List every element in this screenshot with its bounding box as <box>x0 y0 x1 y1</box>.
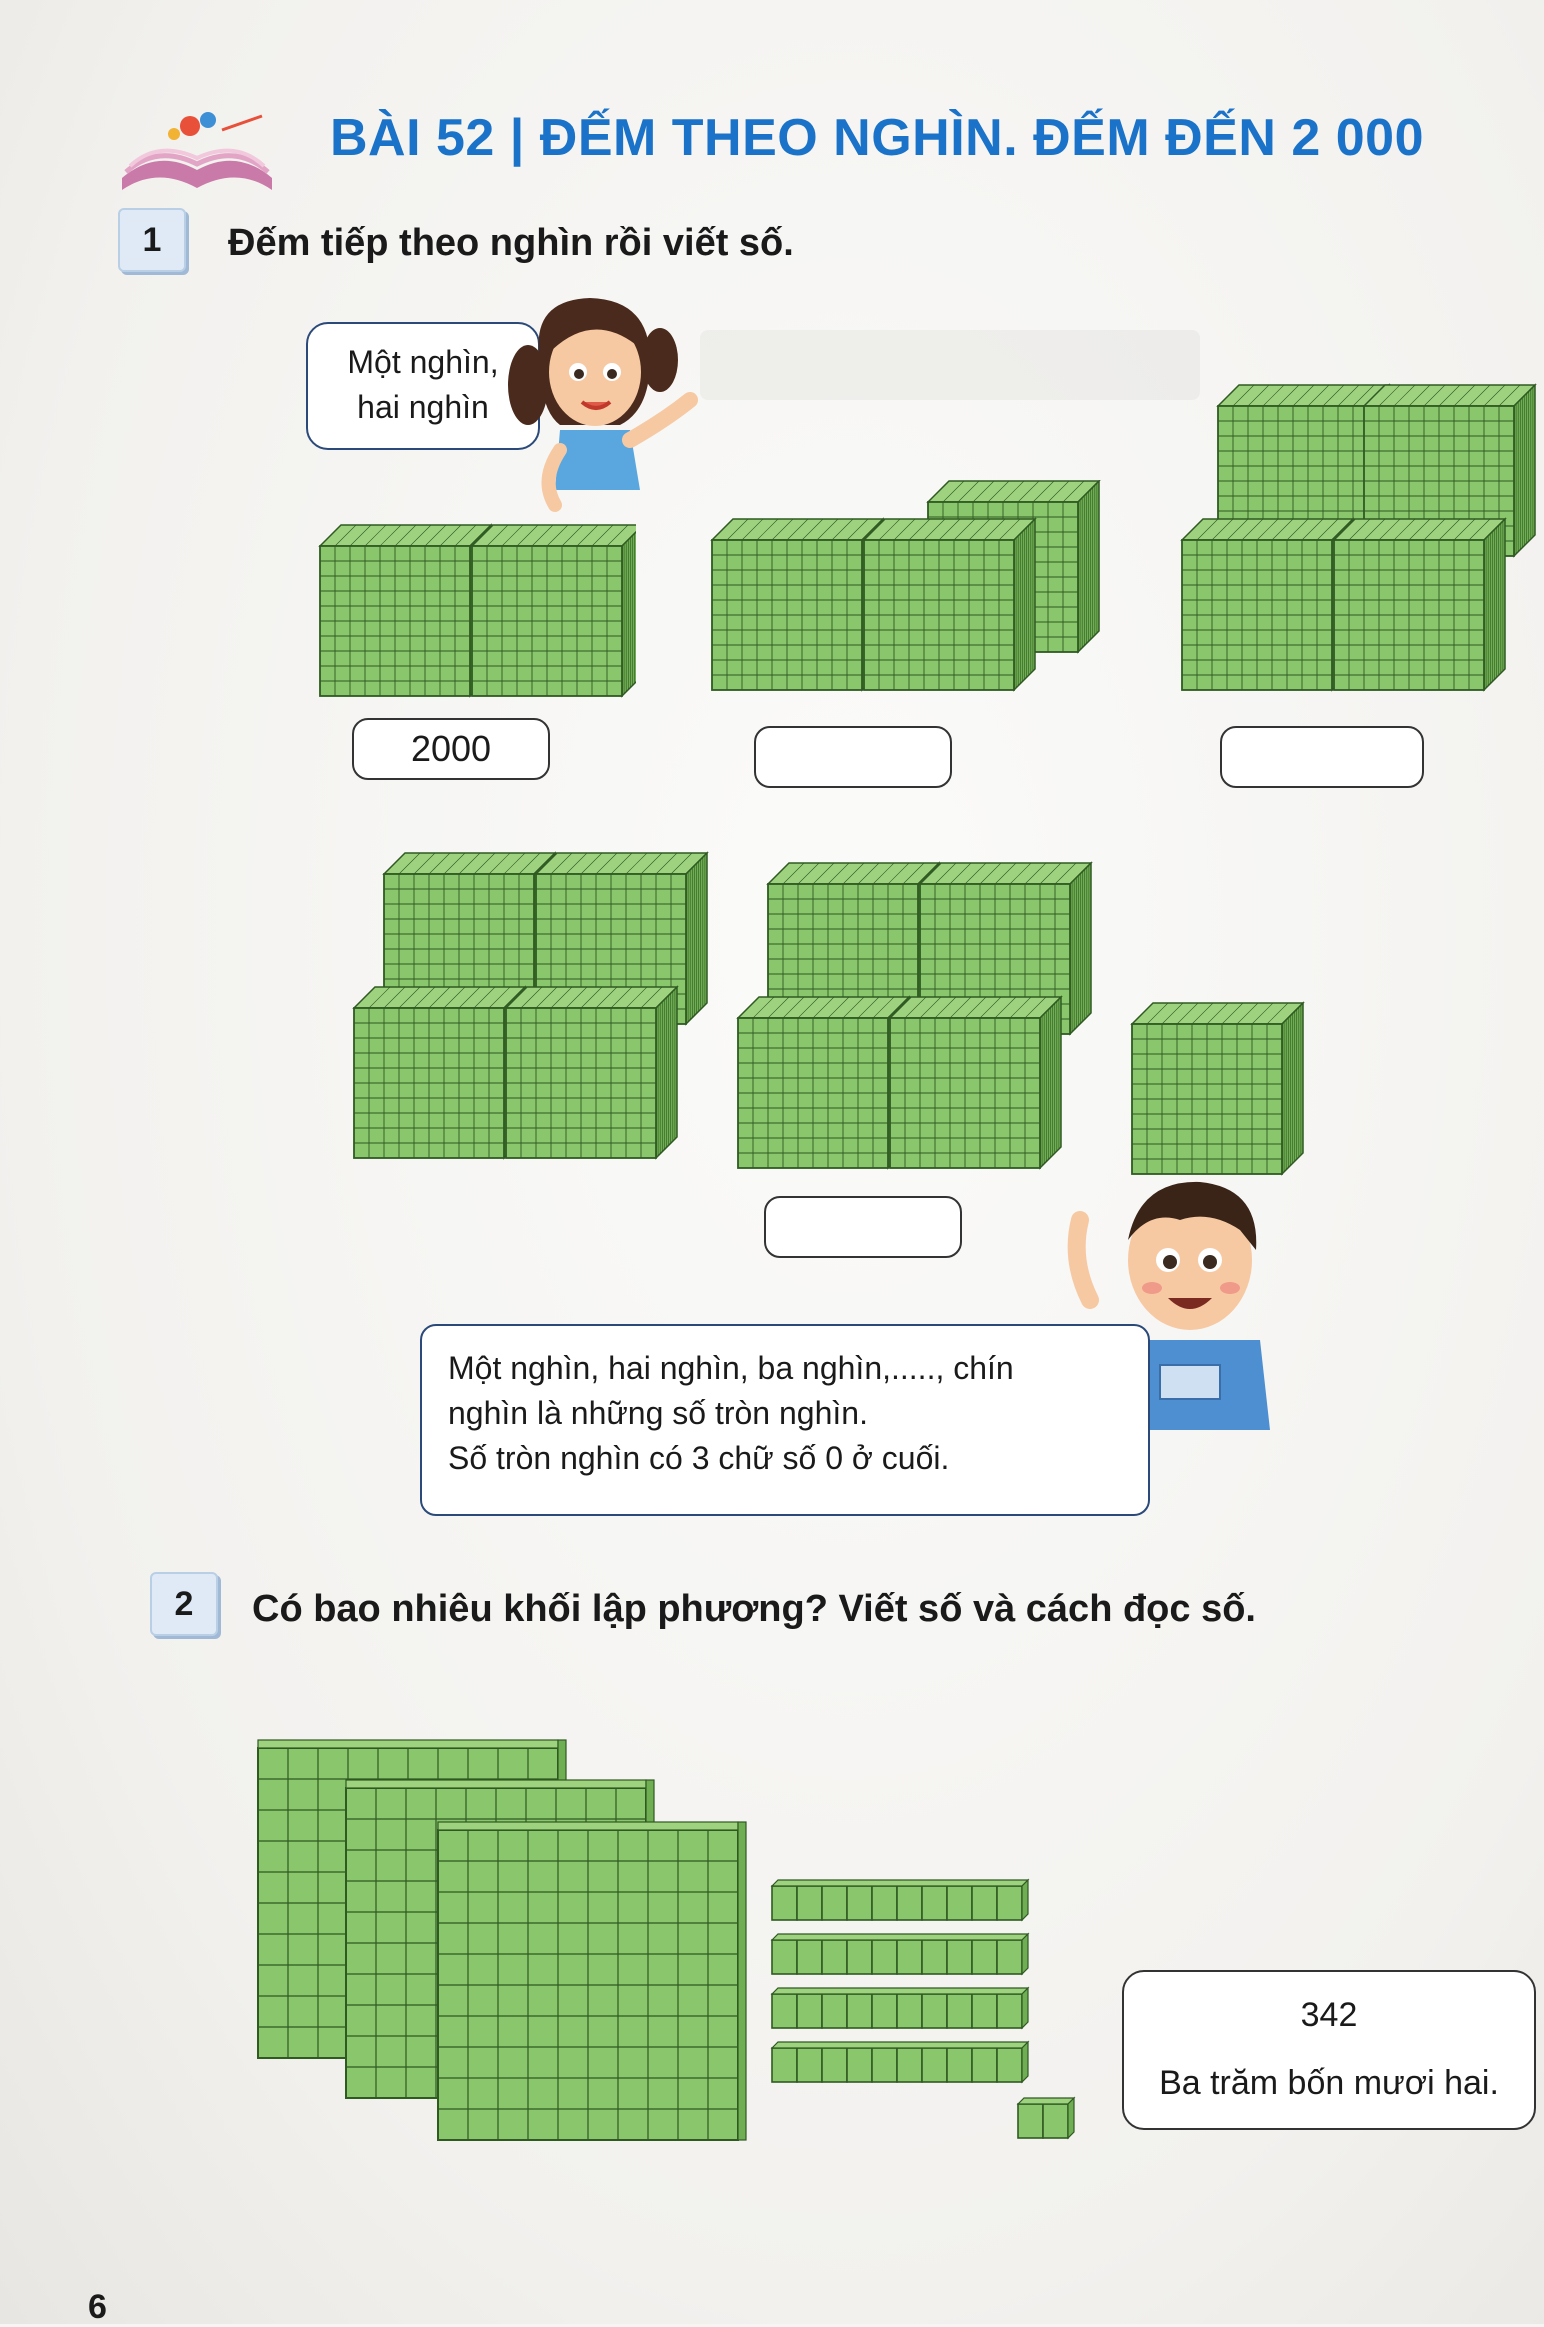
ten-rod <box>772 1880 1028 1920</box>
answer-box-group-1[interactable]: 2000 <box>352 718 550 780</box>
thousand-cube <box>1334 519 1505 690</box>
thousand-cube <box>320 525 491 696</box>
thousand-cubes-group-4 <box>350 848 716 1168</box>
thousand-cubes-group-5 <box>734 858 1100 1178</box>
hundred-flats-stack <box>254 1738 764 2148</box>
thousand-cube <box>1182 519 1353 690</box>
answer-box-group-3[interactable] <box>1220 726 1424 788</box>
girl-character-illustration <box>500 290 710 520</box>
girl-speech-line: hai nghìn <box>357 388 489 425</box>
answer-reading: Ba trăm bốn mươi hai. <box>1159 2064 1499 2102</box>
thousand-cube <box>738 997 909 1168</box>
boy-speech-bubble <box>420 1324 1150 1516</box>
lesson-title: BÀI 52 | ĐẾM THEO NGHÌN. ĐẾM ĐẾN 2 000 <box>330 109 1424 167</box>
ten-rods-and-units <box>770 1878 1100 2158</box>
hundred-flat <box>438 1822 746 2140</box>
boy-speech-line: nghìn là những số tròn nghìn. <box>448 1394 868 1431</box>
unit-cubes <box>1018 2098 1074 2138</box>
ten-rod <box>772 1934 1028 1974</box>
thousand-cube <box>354 987 525 1158</box>
exercise-instruction: Đếm tiếp theo nghìn rồi viết số. <box>228 222 794 264</box>
page-number: 6 <box>88 2288 107 2326</box>
exercise-instruction: Có bao nhiêu khối lập phương? Viết số và cách đọc số. <box>252 1588 1256 1630</box>
thousand-cubes-group-6 <box>1128 998 1328 1178</box>
thousand-cube <box>890 997 1061 1168</box>
answer-number: 342 <box>1300 1996 1358 2034</box>
ten-rod <box>772 1988 1028 2028</box>
thousand-cube <box>1132 1003 1303 1174</box>
answer-card <box>1122 1970 1536 2130</box>
boy-speech-line: Một nghìn, hai nghìn, ba nghìn,....., chín <box>448 1350 1014 1386</box>
thousand-cube <box>472 525 636 696</box>
thousand-cubes-group-1 <box>316 520 636 700</box>
thousand-cube <box>864 519 1035 690</box>
exercise-number-badge: 2 <box>150 1572 218 1636</box>
thousand-cube <box>712 519 883 690</box>
boy-speech-line: Số tròn nghìn có 3 chữ số 0 ở cuối. <box>448 1439 950 1476</box>
answer-box-group-2[interactable] <box>754 726 952 788</box>
thousand-cube <box>506 987 677 1158</box>
bleed-through-shadow <box>700 330 1200 400</box>
answer-box-group-4[interactable] <box>764 1196 962 1258</box>
girl-speech-line: Một nghìn, <box>347 344 499 380</box>
thousand-cubes-group-2 <box>708 480 1118 700</box>
exercise-number-badge: 1 <box>118 208 186 272</box>
thousand-cubes-group-3 <box>1178 380 1544 700</box>
ten-rod <box>772 2042 1028 2082</box>
open-book-icon <box>112 108 282 198</box>
